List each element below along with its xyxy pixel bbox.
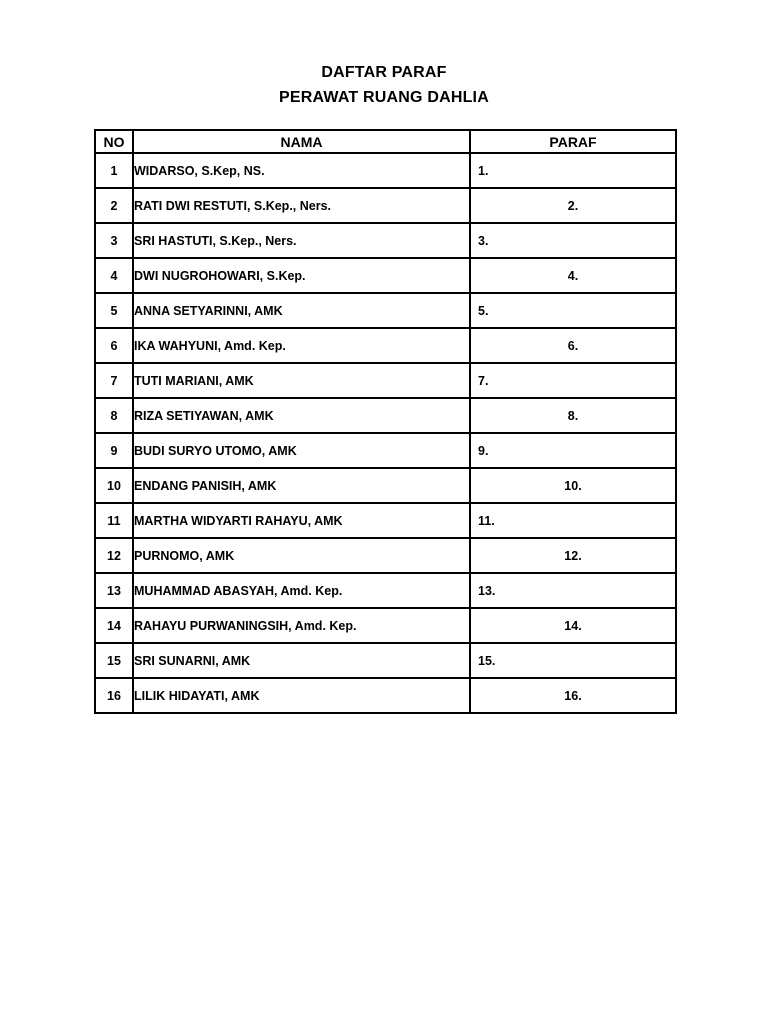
signature-cell: 4. — [470, 258, 676, 293]
nurse-name: DWI NUGROHOWARI, S.Kep. — [133, 258, 470, 293]
row-number: 4 — [95, 258, 133, 293]
nurse-name: LILIK HIDAYATI, AMK — [133, 678, 470, 713]
row-number: 5 — [95, 293, 133, 328]
table-row — [95, 433, 676, 468]
nurse-name: BUDI SURYO UTOMO, AMK — [133, 433, 470, 468]
title-line-2: PERAWAT RUANG DAHLIA — [279, 89, 489, 106]
signature-cell: 8. — [470, 398, 676, 433]
header-paraf: PARAF — [470, 130, 676, 153]
table-row — [95, 223, 676, 258]
row-number: 10 — [95, 468, 133, 503]
table-body — [95, 153, 676, 713]
signature-cell: 11. — [470, 503, 676, 538]
table-row — [95, 188, 676, 223]
nurse-name: RATI DWI RESTUTI, S.Kep., Ners. — [133, 188, 470, 223]
nurse-name: RAHAYU PURWANINGSIH, Amd. Kep. — [133, 608, 470, 643]
row-number: 15 — [95, 643, 133, 678]
signature-cell: 13. — [470, 573, 676, 608]
nurse-name: TUTI MARIANI, AMK — [133, 363, 470, 398]
table-row — [95, 258, 676, 293]
table-row — [95, 608, 676, 643]
nurse-name: ANNA SETYARINNI, AMK — [133, 293, 470, 328]
nurse-name: SRI HASTUTI, S.Kep., Ners. — [133, 223, 470, 258]
table-row — [95, 293, 676, 328]
table-row — [95, 363, 676, 398]
row-number: 3 — [95, 223, 133, 258]
signature-cell: 14. — [470, 608, 676, 643]
row-number: 14 — [95, 608, 133, 643]
row-number: 1 — [95, 153, 133, 188]
signature-cell: 6. — [470, 328, 676, 363]
table-row — [95, 643, 676, 678]
row-number: 2 — [95, 188, 133, 223]
nurse-name: WIDARSO, S.Kep, NS. — [133, 153, 470, 188]
header-nama: NAMA — [133, 130, 470, 153]
header-no: NO — [95, 130, 133, 153]
table-row — [95, 468, 676, 503]
row-number: 12 — [95, 538, 133, 573]
signature-cell: 16. — [470, 678, 676, 713]
row-number: 13 — [95, 573, 133, 608]
signature-cell: 7. — [470, 363, 676, 398]
row-number: 16 — [95, 678, 133, 713]
document-title — [0, 60, 768, 110]
nurse-name: SRI SUNARNI, AMK — [133, 643, 470, 678]
row-number: 6 — [95, 328, 133, 363]
title-line-1: DAFTAR PARAF — [321, 64, 447, 81]
signature-cell: 9. — [470, 433, 676, 468]
signature-cell: 2. — [470, 188, 676, 223]
nurse-name: ENDANG PANISIH, AMK — [133, 468, 470, 503]
signature-cell: 10. — [470, 468, 676, 503]
table-row — [95, 153, 676, 188]
row-number: 8 — [95, 398, 133, 433]
row-number: 9 — [95, 433, 133, 468]
nurse-name: MUHAMMAD ABASYAH, Amd. Kep. — [133, 573, 470, 608]
row-number: 7 — [95, 363, 133, 398]
row-number: 11 — [95, 503, 133, 538]
table-row — [95, 573, 676, 608]
nurse-name: IKA WAHYUNI, Amd. Kep. — [133, 328, 470, 363]
table-row — [95, 398, 676, 433]
nurse-name: PURNOMO, AMK — [133, 538, 470, 573]
signature-cell: 3. — [470, 223, 676, 258]
table-row — [95, 538, 676, 573]
nurse-name: RIZA SETIYAWAN, AMK — [133, 398, 470, 433]
nurse-name: MARTHA WIDYARTI RAHAYU, AMK — [133, 503, 470, 538]
signature-cell: 15. — [470, 643, 676, 678]
signature-cell: 1. — [470, 153, 676, 188]
signature-cell: 5. — [470, 293, 676, 328]
table-row — [95, 328, 676, 363]
table-row — [95, 503, 676, 538]
table-row — [95, 678, 676, 713]
signature-cell: 12. — [470, 538, 676, 573]
table-header-row — [95, 130, 676, 153]
paraf-table — [94, 129, 677, 714]
